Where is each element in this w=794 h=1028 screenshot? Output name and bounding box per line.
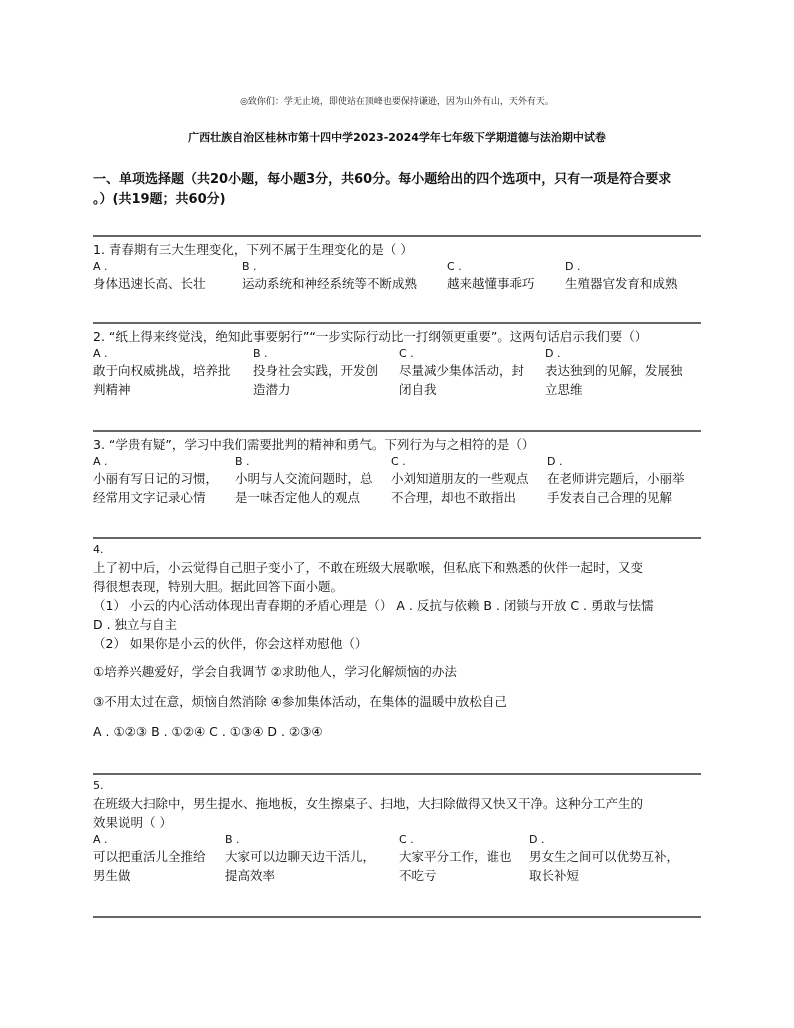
question-3 bbox=[93, 435, 701, 514]
option-text-line-2: 不合理，却也不敢指出 bbox=[391, 490, 517, 505]
options bbox=[93, 832, 701, 892]
sub-question-2: （2） 如果你是小云的伙伴，你会这样劝慰他（） bbox=[93, 636, 368, 651]
option-text-line-2: 闭自我 bbox=[399, 382, 437, 397]
question-number: 5. bbox=[93, 779, 104, 792]
option-letter: D . bbox=[529, 833, 545, 846]
question-2 bbox=[93, 327, 701, 406]
option-text-line-2: 男生做 bbox=[93, 868, 131, 883]
option-text: 生殖器官发育和成熟 bbox=[565, 276, 678, 291]
section-heading bbox=[93, 170, 703, 210]
option-letter: D . bbox=[547, 455, 563, 468]
option-b[interactable] bbox=[253, 346, 378, 399]
options bbox=[93, 454, 701, 514]
option-text-line-2: 是一味否定他人的观点 bbox=[235, 490, 361, 505]
motto: ◎致你们：学无止境，即使站在顶峰也要保持谦逊，因为山外有山，天外有天。 bbox=[240, 97, 554, 107]
option-text-line-1: 投身社会实践，开发创 bbox=[253, 363, 379, 378]
question-1 bbox=[93, 240, 701, 299]
option-letter: A . bbox=[93, 833, 108, 846]
options bbox=[93, 259, 701, 299]
option-text-line-2: 造潜力 bbox=[253, 382, 291, 397]
sub-question-1[interactable]: （1） 小云的内心活动体现出青春期的矛盾心理是（） A . 反抗与依赖 B . 闭锁与开放 C . 勇敢与怯懦 bbox=[93, 598, 654, 613]
option-d[interactable] bbox=[529, 832, 679, 885]
divider bbox=[93, 430, 701, 432]
option-a[interactable] bbox=[93, 346, 231, 399]
option-b[interactable] bbox=[235, 454, 373, 507]
option-text: 身体迅速长高、长壮 bbox=[93, 276, 206, 291]
option-a[interactable] bbox=[93, 832, 206, 885]
option-letter: C . bbox=[391, 455, 406, 468]
option-letter: B . bbox=[253, 347, 268, 360]
option-letter: B . bbox=[225, 833, 240, 846]
section-heading-line-1: 一、单项选择题（共20小题，每小题3分，共60分。每小题给出的四个选项中，只有一项是符合要求 bbox=[93, 172, 672, 187]
option-letter: C . bbox=[447, 260, 462, 273]
question-5 bbox=[93, 778, 701, 892]
option-a[interactable] bbox=[93, 259, 206, 293]
option-text-line-1: 可以把重活儿全推给 bbox=[93, 849, 206, 864]
option-d[interactable] bbox=[545, 346, 683, 399]
option-text-line-1: 尽量减少集体活动，封 bbox=[399, 363, 525, 378]
option-c[interactable] bbox=[447, 259, 535, 293]
option-text-line-1: 敢于向权威挑战，培养批 bbox=[93, 363, 231, 378]
option-letter: C . bbox=[399, 833, 414, 846]
option-text-line-1: 大家平分工作，谁也 bbox=[399, 849, 512, 864]
option-text-line-2: 不吃亏 bbox=[399, 868, 437, 883]
option-letter: A . bbox=[93, 455, 108, 468]
option-letter: C . bbox=[399, 347, 414, 360]
question-text-line: 在班级大扫除中，男生提水、拖地板，女生擦桌子、扫地，大扫除做得又快又干净。这种分工产生的 bbox=[93, 796, 644, 811]
question-stem: 2. “纸上得来终觉浅，绝知此事要躬行”“一步实际行动比一打纲领更重要”。这两句话启示我们要（） bbox=[93, 329, 648, 344]
divider bbox=[93, 773, 701, 775]
section-heading-line-2: 。）(共19题；共60分) bbox=[93, 192, 226, 207]
option-letter: A . bbox=[93, 347, 108, 360]
option-text-line-1: 在老师讲完题后，小丽举 bbox=[547, 471, 685, 486]
option-text-line-1: 大家可以边聊天边干活儿， bbox=[225, 849, 376, 864]
question-number: 4. bbox=[93, 543, 104, 556]
divider bbox=[93, 235, 701, 237]
question-text-line: 上了初中后，小云觉得自己胆子变小了，不敢在班级大展歌喉，但私底下和熟悉的伙伴一起时，又变 bbox=[93, 560, 644, 575]
question-text-line: 得很想表现，特别大胆。据此回答下面小题。 bbox=[93, 579, 344, 594]
option-letter: B . bbox=[242, 260, 257, 273]
option-text: 运动系统和神经系统等不断成熟 bbox=[242, 276, 418, 291]
option-text-line-1: 小明与人交流问题时，总 bbox=[235, 471, 373, 486]
option-text-line-1: 小丽有写日记的习惯， bbox=[93, 471, 219, 486]
option-c[interactable] bbox=[399, 832, 512, 885]
question-text-line: 效果说明（ ） bbox=[93, 815, 172, 830]
option-d[interactable] bbox=[565, 259, 678, 293]
option-text-line-1: 表达独到的见解，发展独 bbox=[545, 363, 683, 378]
question-stem: 1. 青春期有三大生理变化，下列不属于生理变化的是（ ） bbox=[93, 242, 413, 257]
divider bbox=[93, 537, 701, 539]
option-a[interactable] bbox=[93, 454, 218, 507]
option-text-line-2: 立思维 bbox=[545, 382, 583, 397]
option-text-line-2: 取长补短 bbox=[529, 868, 580, 883]
option-letter: D . bbox=[565, 260, 581, 273]
divider bbox=[93, 916, 701, 918]
option-b[interactable] bbox=[225, 832, 375, 885]
option-letter: A . bbox=[93, 260, 108, 273]
divider bbox=[93, 322, 701, 324]
options bbox=[93, 346, 701, 406]
option-text-line-1: 小刘知道朋友的一些观点 bbox=[391, 471, 529, 486]
option-text-line-1: 男女生之间可以优势互补， bbox=[529, 849, 680, 864]
question-4 bbox=[93, 542, 701, 743]
option-text-line-2: 判精神 bbox=[93, 382, 131, 397]
paper-title: 广西壮族自治区桂林市第十四中学2023-2024学年七年级下学期道德与法治期中试卷 bbox=[188, 131, 606, 144]
statement-row: ①培养兴趣爱好，学会自我调节 ②求助他人，学习化解烦恼的办法 bbox=[93, 664, 457, 679]
option-letter: D . bbox=[545, 347, 561, 360]
option-c[interactable] bbox=[391, 454, 529, 507]
question-stem: 3. “学贵有疑”，学习中我们需要批判的精神和勇气。下列行为与之相符的是（） bbox=[93, 437, 535, 452]
sub-question-1-option-d[interactable]: D . 独立与自主 bbox=[93, 617, 178, 632]
statement-row: ③不用太过在意，烦恼自然消除 ④参加集体活动，在集体的温暖中放松自己 bbox=[93, 694, 507, 709]
option-text: 越来越懂事乖巧 bbox=[447, 276, 535, 291]
option-letter: B . bbox=[235, 455, 250, 468]
option-text-line-2: 经常用文字记录心情 bbox=[93, 490, 206, 505]
option-c[interactable] bbox=[399, 346, 524, 399]
option-b[interactable] bbox=[242, 259, 417, 293]
answer-choices[interactable]: A . ①②③ B . ①②④ C . ①③④ D . ②③④ bbox=[93, 724, 323, 739]
option-d[interactable] bbox=[547, 454, 685, 507]
option-text-line-2: 提高效率 bbox=[225, 868, 276, 883]
option-text-line-2: 手发表自己合理的见解 bbox=[547, 490, 673, 505]
